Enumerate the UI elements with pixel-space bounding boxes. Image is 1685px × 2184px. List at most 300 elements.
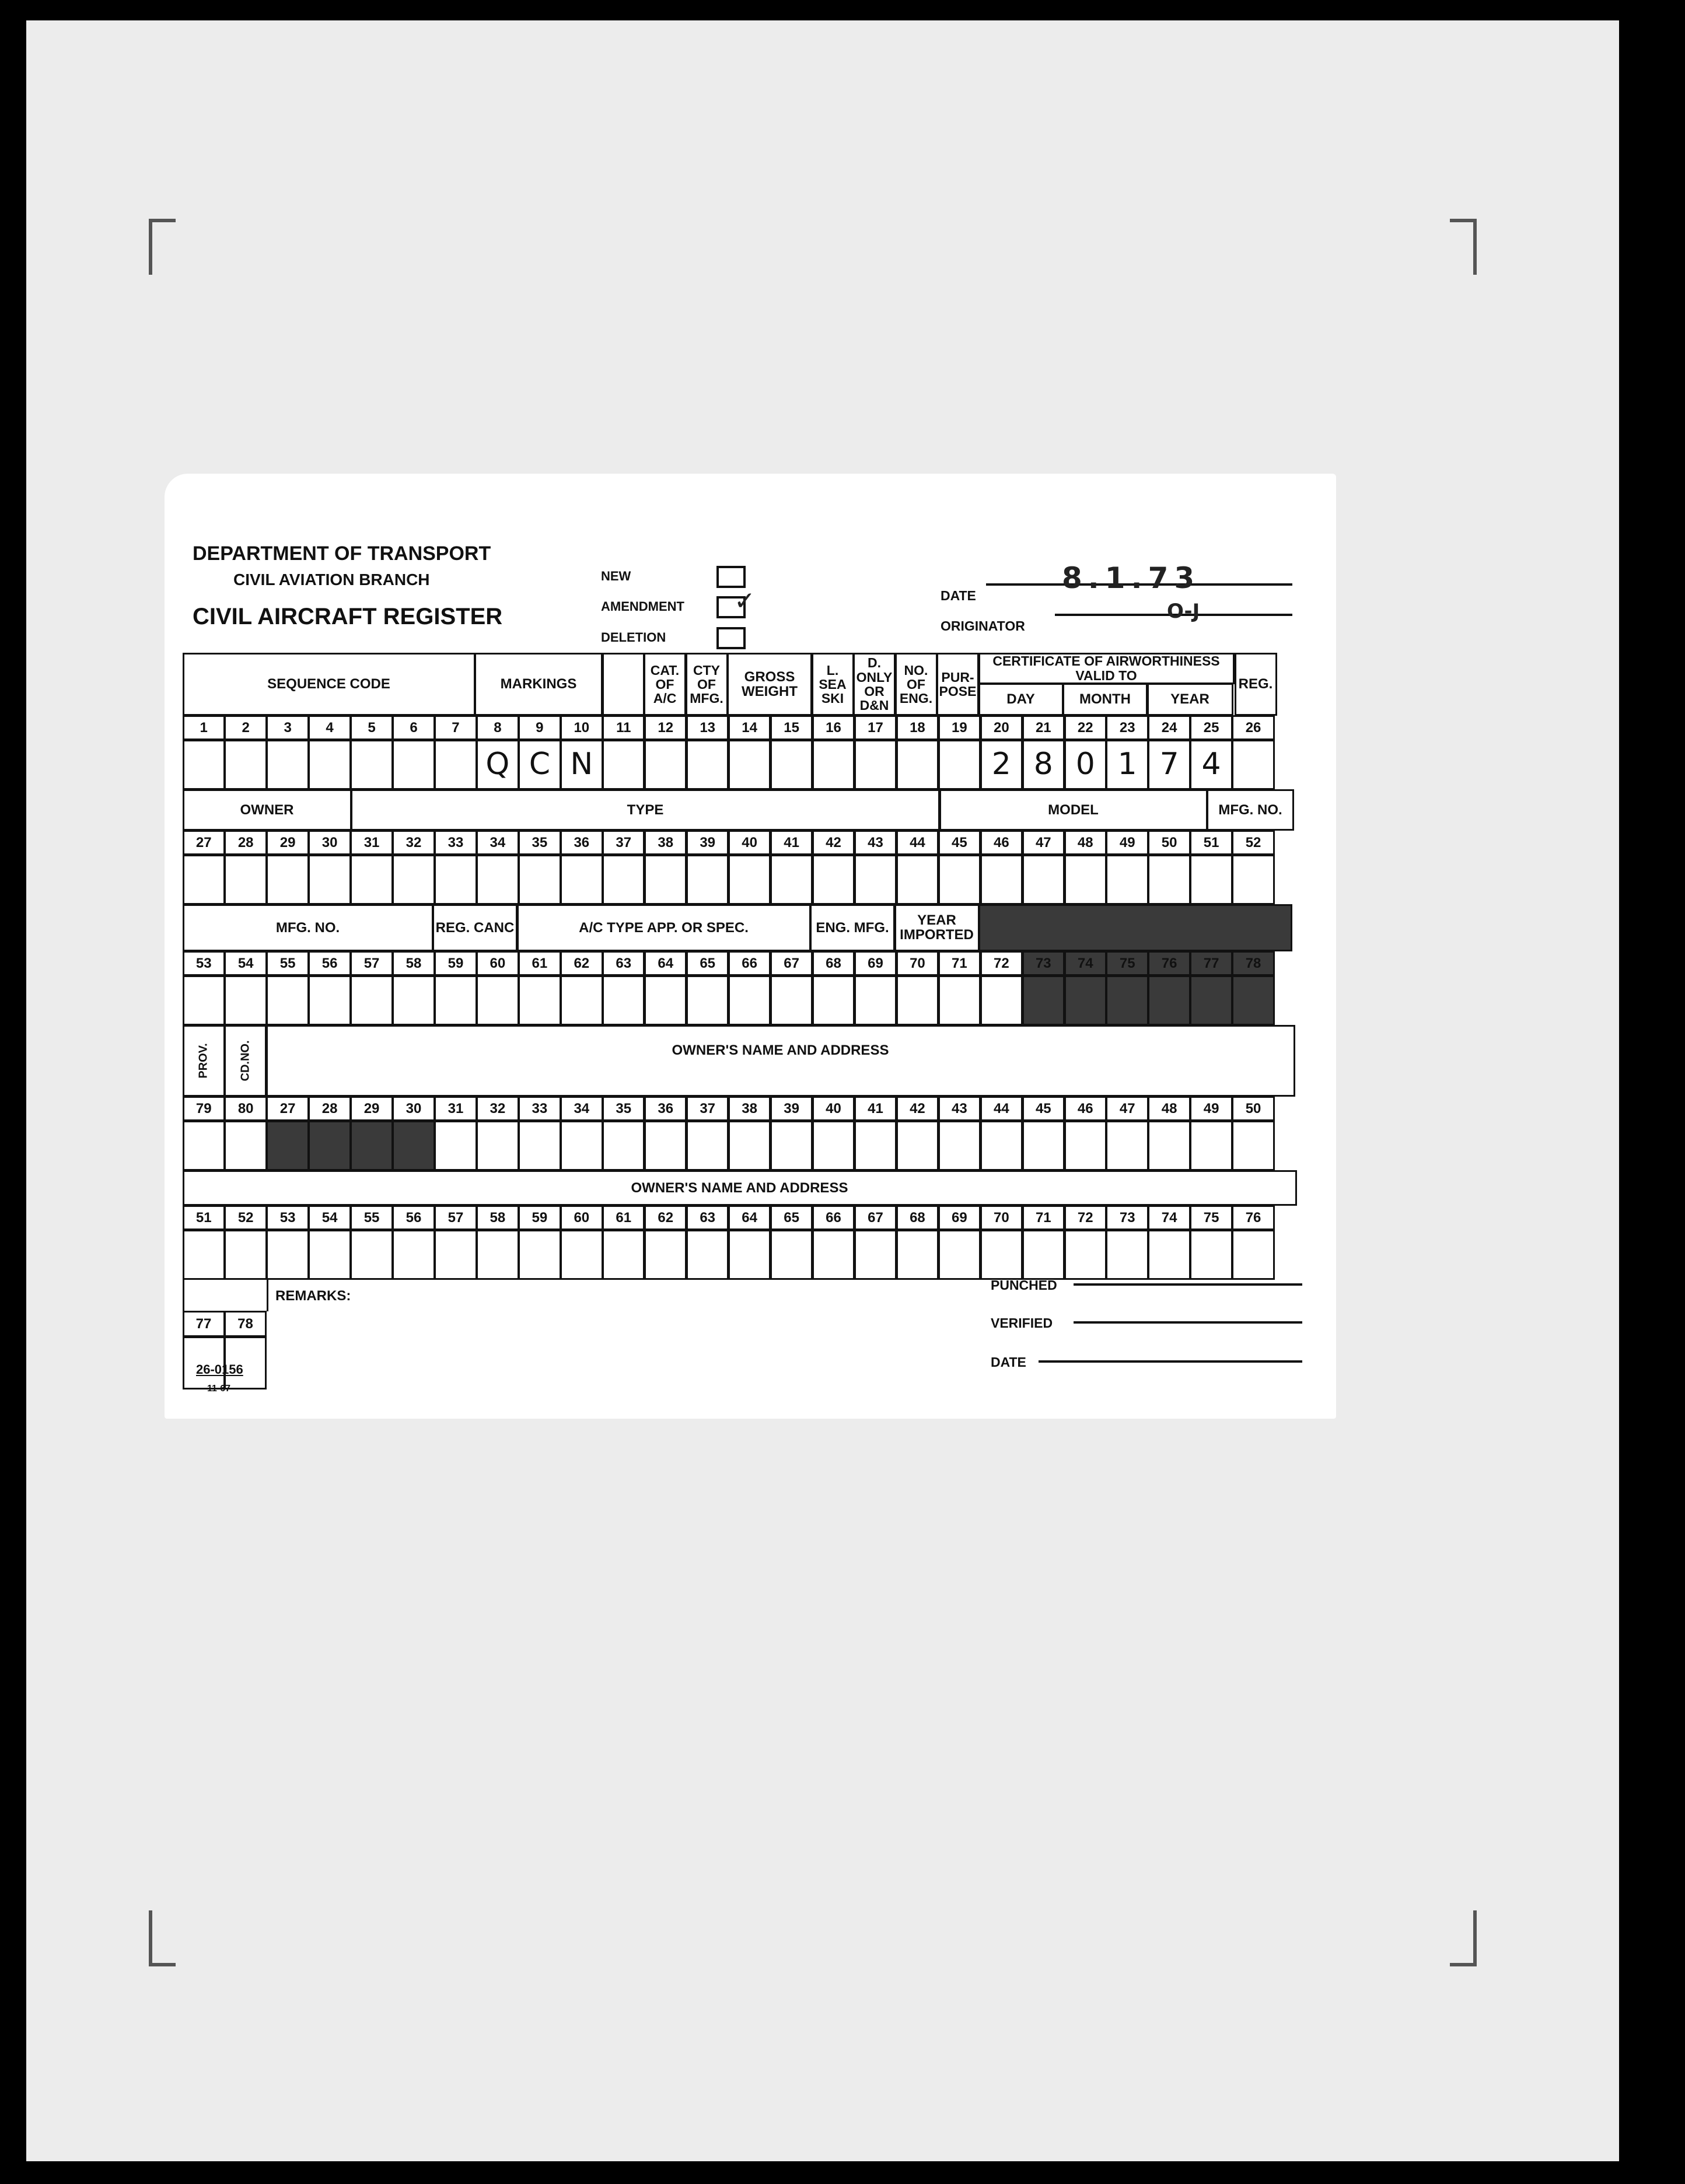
column-number: 65 [770,1205,813,1231]
column-number: 41 [854,1096,897,1122]
column-number: 32 [476,1096,519,1122]
entry-cell[interactable] [266,975,309,1026]
column-number: 15 [770,715,813,741]
column-number: 78 [1232,951,1274,977]
entry-cell[interactable] [854,740,897,790]
cat-header: CAT. OF A/C [644,653,686,716]
column-number: 40 [728,830,771,856]
column-number: 50 [1148,830,1190,856]
cty-header: CTY OF MFG. [686,653,728,716]
date2-label: DATE [991,1354,1026,1370]
entry-cell[interactable]: 4 [1190,740,1232,790]
entry-cell[interactable] [350,1230,393,1280]
entry-cell[interactable] [854,855,897,905]
entry-cell[interactable] [560,975,603,1026]
entry-cell[interactable] [1064,1121,1107,1171]
entry-cell[interactable] [224,740,267,790]
amendment-label: AMENDMENT [601,599,684,614]
entry-cell[interactable] [518,855,561,905]
column-number: 51 [183,1205,225,1231]
entry-cell[interactable] [980,1230,1023,1280]
entry-cell[interactable] [392,975,435,1026]
entry-cell[interactable] [686,1230,729,1280]
entry-cell[interactable] [896,975,939,1026]
entry-cell[interactable] [476,1230,519,1280]
column-number: 68 [896,1205,939,1231]
column-number: 37 [686,1096,729,1122]
column-number: 76 [1232,1205,1274,1231]
gross-weight-header: GROSS WEIGHT [727,653,812,716]
col-77: 77 [183,1311,225,1338]
column-number: 7 [434,715,477,741]
column-number: 19 [938,715,981,741]
entry-cell[interactable] [644,740,687,790]
column-number: 36 [644,1096,687,1122]
entry-cell[interactable] [350,740,393,790]
entry-cell[interactable] [1232,1230,1274,1280]
entry-cell[interactable] [392,740,435,790]
column-number: 57 [350,951,393,977]
column-number: 27 [183,830,225,856]
entry-cell[interactable] [434,740,477,790]
column-number: 20 [980,715,1023,741]
entry-cell[interactable] [518,1230,561,1280]
column-number: 33 [434,830,477,856]
column-number: 38 [728,1096,771,1122]
entry-cell[interactable] [560,855,603,905]
entry-cell[interactable] [308,855,351,905]
form-number: 26-0156 [196,1362,243,1377]
entry-cell[interactable] [644,855,687,905]
column-number: 56 [308,951,351,977]
column-number: 64 [728,1205,771,1231]
entry-cell[interactable] [896,740,939,790]
entry-cell[interactable] [266,740,309,790]
column-number: 55 [350,1205,393,1231]
column-number: 73 [1022,951,1065,977]
column-number: 66 [812,1205,855,1231]
reg-header: REG. [1235,653,1277,716]
actype-header: A/C TYPE APP. OR SPEC. [517,904,811,952]
entry-cell[interactable] [434,1230,477,1280]
column-number: 11 [602,715,645,741]
year-header: YEAR [1147,683,1233,716]
entry-cell[interactable] [560,1230,603,1280]
day-header: DAY [978,683,1064,716]
column-number: 9 [518,715,561,741]
entry-cell[interactable] [770,1121,813,1171]
entry-cell[interactable] [224,855,267,905]
entry-cell[interactable] [1106,1121,1148,1171]
purpose-header: PUR- POSE [936,653,979,716]
column-number: 30 [392,1096,435,1122]
entry-cell[interactable] [1106,975,1148,1026]
column-number: 45 [1022,1096,1065,1122]
entry-cell[interactable] [350,975,393,1026]
entry-cell[interactable] [896,1230,939,1280]
entry-cell[interactable]: 0 [1064,740,1107,790]
column-number: 35 [518,830,561,856]
column-number: 52 [1232,830,1274,856]
entry-cell[interactable] [1232,855,1274,905]
entry-cell[interactable] [1022,1121,1065,1171]
entry-cell[interactable] [1148,855,1190,905]
column-number: 63 [686,1205,729,1231]
entry-cell[interactable] [728,975,771,1026]
column-number: 73 [1106,1205,1148,1231]
column-number: 31 [350,830,393,856]
column-number: 28 [308,1096,351,1122]
entry-cell[interactable] [1190,975,1232,1026]
entry-cell[interactable]: 2 [980,740,1023,790]
entry-cell[interactable] [1148,975,1190,1026]
column-number: 46 [1064,1096,1107,1122]
month-header: MONTH [1062,683,1148,716]
entry-cell[interactable] [686,1121,729,1171]
column-number: 21 [1022,715,1065,741]
entry-cell[interactable] [812,855,855,905]
column-number: 60 [560,1205,603,1231]
entry-cell[interactable] [1148,1121,1190,1171]
entry-cell[interactable] [350,1121,393,1171]
column-number: 65 [686,951,729,977]
column-number: 37 [602,830,645,856]
shaded-block [978,904,1292,952]
column-number: 48 [1148,1096,1190,1122]
column-number: 64 [644,951,687,977]
entry-cell[interactable] [1106,855,1148,905]
entry-cell[interactable] [266,1230,309,1280]
entry-cell[interactable] [392,1230,435,1280]
column-number: 42 [896,1096,939,1122]
column-number: 53 [266,1205,309,1231]
verified-line [1074,1321,1302,1324]
entry-cell[interactable] [938,740,981,790]
entry-cell[interactable] [1022,855,1065,905]
entry-cell[interactable] [1106,1230,1148,1280]
donly-header: D. ONLY OR D&N [853,653,896,716]
column-number: 56 [392,1205,435,1231]
crop-mark [1450,1910,1477,1966]
type-header: TYPE [351,789,940,831]
column-number: 71 [1022,1205,1065,1231]
column-number: 18 [896,715,939,741]
entry-cell[interactable]: 7 [1148,740,1190,790]
entry-cell[interactable] [266,855,309,905]
entry-cell[interactable] [602,1121,645,1171]
entry-cell[interactable] [518,975,561,1026]
deletion-label: DELETION [601,630,666,645]
entry-cell[interactable] [938,975,981,1026]
column-number: 72 [1064,1205,1107,1231]
entry-cell[interactable] [1064,1230,1107,1280]
col-78: 78 [224,1311,267,1338]
entry-cell[interactable] [854,1230,897,1280]
column-number: 8 [476,715,519,741]
column-number: 25 [1190,715,1232,741]
entry-cell[interactable] [980,975,1023,1026]
branch-title: CIVIL AVIATION BRANCH [233,570,430,589]
column-number: 26 [1232,715,1274,741]
verified-label: VERIFIED [991,1315,1053,1331]
entry-cell[interactable] [770,740,813,790]
column-number: 47 [1022,830,1065,856]
column-number: 14 [728,715,771,741]
column-number: 49 [1106,830,1148,856]
form-date: 11-67 [207,1384,231,1394]
column-number: 66 [728,951,771,977]
entry-cell[interactable] [728,1230,771,1280]
entry-cell[interactable] [1232,1121,1274,1171]
column-number: 47 [1106,1096,1148,1122]
column-number: 39 [770,1096,813,1122]
entry-cell[interactable] [854,1121,897,1171]
entry-cell[interactable] [476,975,519,1026]
column-number: 29 [350,1096,393,1122]
entry-cell[interactable] [938,1230,981,1280]
column-number: 36 [560,830,603,856]
regcanc-header: REG. CANC [432,904,518,952]
punched-label: PUNCHED [991,1278,1057,1293]
entry-cell[interactable] [1064,975,1107,1026]
column-number: 58 [392,951,435,977]
column-number: 22 [1064,715,1107,741]
entry-cell[interactable] [938,1121,981,1171]
column-number: 33 [518,1096,561,1122]
crop-mark [1450,219,1477,275]
column-number: 39 [686,830,729,856]
entry-cell[interactable] [812,975,855,1026]
entry-cell[interactable] [728,740,771,790]
entry-cell[interactable] [476,855,519,905]
entry-cell[interactable] [350,855,393,905]
entry-cell[interactable] [224,1230,267,1280]
entry-cell[interactable] [183,1121,225,1171]
entry-cell[interactable] [602,1230,645,1280]
column-number: 13 [686,715,729,741]
originator-label: ORIGINATOR [941,618,1025,634]
entry-cell[interactable] [434,975,477,1026]
lsea-header: L. SEA SKI [812,653,854,716]
engmfg-header: ENG. MFG. [810,904,895,952]
entry-cell[interactable] [602,740,645,790]
entry-cell[interactable] [308,975,351,1026]
entry-cell[interactable] [183,975,225,1026]
column-number: 29 [266,830,309,856]
entry-cell[interactable] [1022,975,1065,1026]
entry-cell[interactable] [686,975,729,1026]
entry-cell[interactable] [770,1230,813,1280]
punched-line [1074,1283,1302,1286]
entry-cell[interactable] [1190,1230,1232,1280]
column-number: 43 [854,830,897,856]
entry-cell[interactable] [518,1121,561,1171]
column-number: 71 [938,951,981,977]
deletion-checkbox[interactable] [716,627,746,649]
entry-cell[interactable] [896,855,939,905]
column-number: 2 [224,715,267,741]
column-number: 61 [602,1205,645,1231]
column-number: 79 [183,1096,225,1122]
entry-cell[interactable] [308,1121,351,1171]
entry-cell[interactable] [1190,855,1232,905]
dept-title: DEPARTMENT OF TRANSPORT [193,542,491,565]
yearimp-header: YEAR IMPORTED [894,904,980,952]
entry-cell[interactable] [812,1121,855,1171]
entry-cell[interactable] [812,1230,855,1280]
entry-cell[interactable] [560,1121,603,1171]
column-number: 24 [1148,715,1190,741]
remarks-label: REMARKS: [275,1288,351,1304]
column-number: 30 [308,830,351,856]
entry-cell[interactable] [980,1121,1023,1171]
register-grid [183,653,1298,1426]
new-checkbox[interactable] [716,566,746,588]
entry-cell[interactable] [224,975,267,1026]
entry-cell[interactable]: 8 [1022,740,1065,790]
column-number: 49 [1190,1096,1232,1122]
entry-cell[interactable] [1232,975,1274,1026]
column-number: 72 [980,951,1023,977]
column-number: 38 [644,830,687,856]
mfgno3-header: MFG. NO. [183,904,434,952]
entry-cell[interactable] [686,740,729,790]
column-number: 1 [183,715,225,741]
column-number: 31 [434,1096,477,1122]
column-number: 69 [938,1205,981,1231]
entry-cell[interactable] [602,975,645,1026]
column-number: 60 [476,951,519,977]
entry-cell[interactable] [392,855,435,905]
register-title: CIVIL AIRCRAFT REGISTER [193,604,503,629]
column-number: 4 [308,715,351,741]
column-number: 76 [1148,951,1190,977]
entry-cell[interactable] [183,1230,225,1280]
column-number: 62 [560,951,603,977]
markings-header: MARKINGS [474,653,603,716]
owner-header: OWNER [183,789,352,831]
column-number: 23 [1106,715,1148,741]
column-number: 45 [938,830,981,856]
blank-header [602,653,645,716]
new-label: NEW [601,569,631,583]
entry-cell[interactable] [980,855,1023,905]
column-number: 17 [854,715,897,741]
entry-cell[interactable] [476,1121,519,1171]
mfgno-header: MFG. NO. [1207,789,1294,831]
cert-block [979,653,1235,716]
originator-value: O-J [1167,600,1200,623]
entry-cell[interactable] [266,1121,309,1171]
column-number: 51 [1190,830,1232,856]
column-number: 42 [812,830,855,856]
entry-cell[interactable] [434,855,477,905]
entry-cell[interactable] [308,740,351,790]
column-number: 75 [1106,951,1148,977]
column-number: 54 [308,1205,351,1231]
crop-mark [149,1910,176,1966]
entry-cell[interactable]: C [518,740,561,790]
column-number: 55 [266,951,309,977]
entry-cell[interactable] [308,1230,351,1280]
entry-cell[interactable] [434,1121,477,1171]
date-value: 8.1.73 [1062,561,1201,595]
model-header: MODEL [939,789,1208,831]
entry-cell[interactable] [938,855,981,905]
entry-cell[interactable]: Q [476,740,519,790]
column-number: 44 [896,830,939,856]
entry-cell[interactable] [770,855,813,905]
column-number: 46 [980,830,1023,856]
entry-cell[interactable] [224,1121,267,1171]
entry-cell[interactable] [1064,855,1107,905]
column-number: 62 [644,1205,687,1231]
entry-cell[interactable] [854,975,897,1026]
column-number: 59 [518,1205,561,1231]
entry-cell[interactable] [602,855,645,905]
entry-cell[interactable] [1022,1230,1065,1280]
column-number: 63 [602,951,645,977]
entry-cell[interactable] [183,855,225,905]
date2-line [1039,1360,1302,1363]
entry-cell[interactable] [183,740,225,790]
column-number: 41 [770,830,813,856]
column-number: 68 [812,951,855,977]
entry-cell[interactable] [1190,1121,1232,1171]
column-number: 35 [602,1096,645,1122]
column-number: 53 [183,951,225,977]
column-number: 70 [980,1205,1023,1231]
column-number: 3 [266,715,309,741]
column-number: 57 [434,1205,477,1231]
cdno-header: CD.NO. [224,1025,267,1097]
column-number: 10 [560,715,603,741]
entry-cell[interactable] [728,1121,771,1171]
column-number: 27 [266,1096,309,1122]
entry-cell[interactable] [644,975,687,1026]
entry-cell[interactable] [644,1230,687,1280]
entry-cell[interactable] [644,1121,687,1171]
entry-cell[interactable] [812,740,855,790]
column-number: 44 [980,1096,1023,1122]
sequence-code-header: SEQUENCE CODE [183,653,476,716]
column-number: 43 [938,1096,981,1122]
column-number: 54 [224,951,267,977]
column-number: 70 [896,951,939,977]
entry-cell[interactable] [1148,1230,1190,1280]
entry-cell[interactable] [1232,740,1274,790]
column-number: 48 [1064,830,1107,856]
entry-cell[interactable]: 1 [1106,740,1148,790]
entry-cell[interactable] [896,1121,939,1171]
column-number: 58 [476,1205,519,1231]
check-mark: ✓ [734,586,756,616]
entry-cell[interactable] [392,1121,435,1171]
column-number: 6 [392,715,435,741]
entry-cell[interactable] [728,855,771,905]
column-number: 80 [224,1096,267,1122]
column-number: 5 [350,715,393,741]
entry-cell[interactable] [770,975,813,1026]
column-number: 61 [518,951,561,977]
column-number: 59 [434,951,477,977]
entry-cell[interactable] [686,855,729,905]
owner-address-header-2: OWNER'S NAME AND ADDRESS [183,1170,1297,1206]
entry-cell[interactable]: N [560,740,603,790]
crop-mark [149,219,176,275]
column-number: 34 [476,830,519,856]
column-number: 40 [812,1096,855,1122]
